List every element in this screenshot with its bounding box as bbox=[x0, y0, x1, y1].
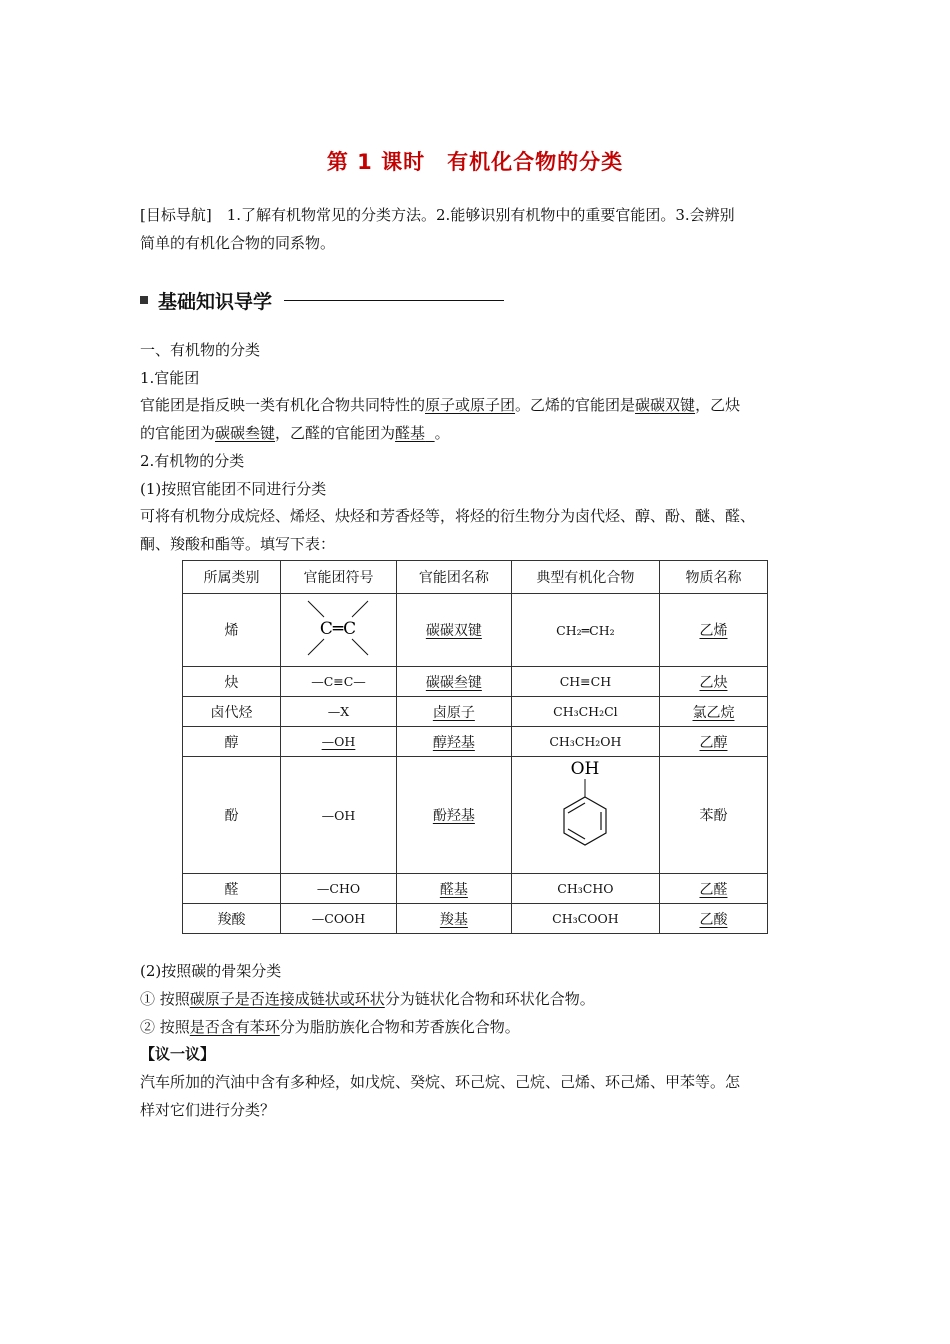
cell-name: 碳碳双键 bbox=[396, 594, 511, 667]
cell-name: 醛基 bbox=[396, 874, 511, 904]
cell-substance: 乙醛 bbox=[659, 874, 767, 904]
cell-compound: CH₃CH₂Cl bbox=[511, 697, 659, 727]
skeleton-item-1: ① 按照碳原子是否连接成链状或环状分为链状化合物和环状化合物。 bbox=[140, 990, 595, 1008]
bullet-square-icon bbox=[140, 296, 148, 304]
objectives-line-2: 简单的有机化合物的同系物。 bbox=[140, 234, 336, 252]
section-heading bbox=[140, 287, 504, 313]
answer-blank: 碳碳叁键 bbox=[215, 424, 276, 442]
cell-compound: CH≡CH bbox=[511, 667, 659, 697]
cell-compound: CH₂═CH₂ bbox=[511, 594, 659, 667]
cell-symbol: —OH bbox=[281, 757, 397, 874]
paragraph-1-line-1: 官能团是指反映一类有机化合物共同特性的原子或原子团。乙烯的官能团是碳碳双键，乙炔 bbox=[140, 396, 741, 414]
cell-name: 卤原子 bbox=[396, 697, 511, 727]
paragraph-2-line-1: 可将有机物分成烷烃、烯烃、炔烃和芳香烃等，将烃的衍生物分为卤代烃、醇、酚、醚、醛、 bbox=[140, 507, 756, 525]
cell-substance: 乙炔 bbox=[659, 667, 767, 697]
svg-text:C═C: C═C bbox=[320, 619, 357, 639]
cell-name: 酚羟基 bbox=[396, 757, 511, 874]
cell-compound: CH₃COOH bbox=[511, 904, 659, 934]
discussion-line-2: 样对它们进行分类？ bbox=[140, 1101, 276, 1119]
table-header: 所属类别 bbox=[183, 561, 281, 594]
cell-substance: 乙酸 bbox=[659, 904, 767, 934]
cell-compound: CH₃CHO bbox=[511, 874, 659, 904]
table-header: 官能团名称 bbox=[396, 561, 511, 594]
table-row bbox=[183, 697, 768, 727]
cell-symbol: —C≡C— bbox=[281, 667, 397, 697]
answer-blank: 是否含有苯环 bbox=[189, 1018, 280, 1036]
table-row bbox=[183, 757, 768, 874]
cell-compound bbox=[511, 757, 659, 874]
cell-name: 醇羟基 bbox=[396, 727, 511, 757]
cell-substance: 苯酚 bbox=[659, 757, 767, 874]
cell-symbol: —CHO bbox=[281, 874, 397, 904]
discussion-line-1: 汽车所加的汽油中含有多种烃，如戊烷、癸烷、环己烷、己烷、己烯、环己烯、甲苯等。怎 bbox=[140, 1073, 741, 1091]
cell-category: 炔 bbox=[183, 667, 281, 697]
cell-category: 烯 bbox=[183, 594, 281, 667]
cell-symbol: —COOH bbox=[281, 904, 397, 934]
answer-blank: 原子或原子团 bbox=[425, 396, 516, 414]
double-bond-structure-icon bbox=[288, 595, 388, 661]
cell-category: 羧酸 bbox=[183, 904, 281, 934]
table-row bbox=[183, 667, 768, 697]
svg-text:OH: OH bbox=[571, 759, 600, 779]
page-title bbox=[0, 146, 950, 176]
lesson-title: 有机化合物的分类 bbox=[447, 150, 624, 174]
functional-group-table bbox=[182, 560, 768, 934]
paragraph-2-line-2: 酮、羧酸和酯等。填写下表： bbox=[140, 535, 336, 553]
skeleton-item-2: ② 按照是否含有苯环分为脂肪族化合物和芳香族化合物。 bbox=[140, 1018, 520, 1036]
answer-blank: 醛基 bbox=[395, 424, 426, 442]
cell-category: 醛 bbox=[183, 874, 281, 904]
table-header: 物质名称 bbox=[659, 561, 767, 594]
sub-heading-2-2: (2)按照碳的骨架分类 bbox=[140, 962, 282, 980]
answer-blank: 碳碳双键 bbox=[635, 396, 696, 414]
cell-compound: CH₃CH₂OH bbox=[511, 727, 659, 757]
sub-heading-1: 1.官能团 bbox=[140, 369, 200, 387]
cell-category: 卤代烃 bbox=[183, 697, 281, 727]
cell-substance: 乙醇 bbox=[659, 727, 767, 757]
sub-heading-2-1: (1)按照官能团不同进行分类 bbox=[140, 480, 327, 498]
cell-symbol bbox=[281, 594, 397, 667]
cell-name: 羧基 bbox=[396, 904, 511, 934]
discussion-label: 【议一议】 bbox=[140, 1045, 216, 1063]
table-header: 官能团符号 bbox=[281, 561, 397, 594]
cell-symbol: —X bbox=[281, 697, 397, 727]
answer-blank: 碳原子是否连接成链状或环状 bbox=[189, 990, 385, 1008]
cell-category: 醇 bbox=[183, 727, 281, 757]
table-row bbox=[183, 727, 768, 757]
paragraph-1-line-2: 的官能团为碳碳叁键，乙醛的官能团为醛基 。 bbox=[140, 424, 450, 442]
table-header: 典型有机化合物 bbox=[511, 561, 659, 594]
cell-category: 酚 bbox=[183, 757, 281, 874]
cell-substance: 氯乙烷 bbox=[659, 697, 767, 727]
cell-name: 碳碳叁键 bbox=[396, 667, 511, 697]
table-header-row bbox=[183, 561, 768, 594]
part-heading: 一、有机物的分类 bbox=[140, 341, 261, 359]
section-title: 基础知识导学 bbox=[158, 290, 273, 313]
phenol-structure-icon bbox=[550, 757, 620, 869]
table-row bbox=[183, 904, 768, 934]
objectives-line-1: [目标导航] 1.了解有机物常见的分类方法。2.能够识别有机物中的重要官能团。3.会辨别 bbox=[140, 206, 735, 224]
table-row bbox=[183, 594, 768, 667]
section-rule bbox=[284, 300, 504, 301]
sub-heading-2: 2.有机物的分类 bbox=[140, 452, 245, 470]
cell-symbol: —OH bbox=[281, 727, 397, 757]
lesson-number: 第 1 课时 bbox=[326, 150, 426, 174]
table-row bbox=[183, 874, 768, 904]
cell-substance: 乙烯 bbox=[659, 594, 767, 667]
